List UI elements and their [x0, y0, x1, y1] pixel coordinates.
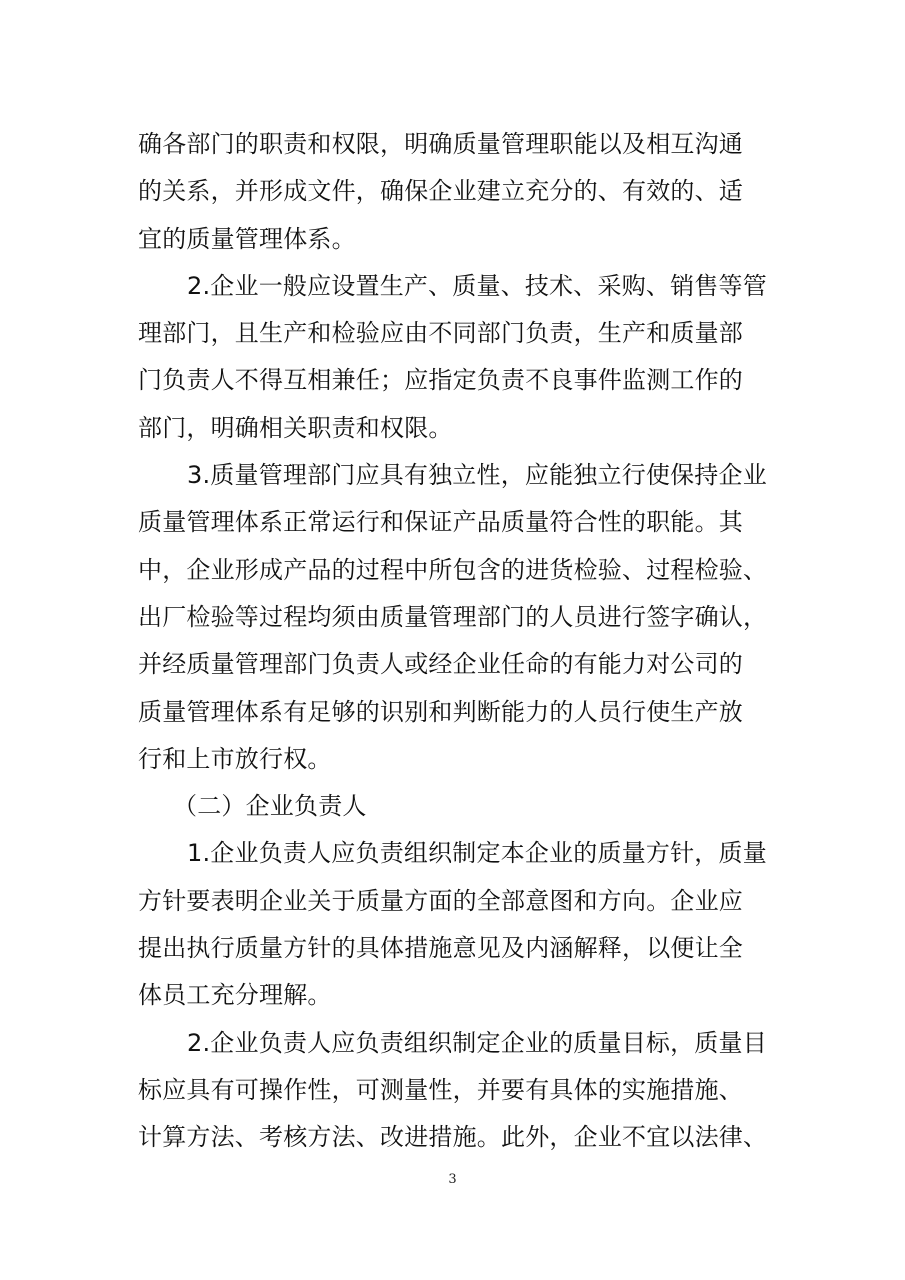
text-line: 宜的质量管理体系。 [138, 224, 356, 253]
text-line: 的关系，并形成文件，确保企业建立充分的、有效的、适 [138, 177, 743, 206]
paragraph-start-line: 3.质量管理部门应具有独立性，应能独立行使保持企业 [187, 461, 767, 490]
paragraph-start-line: 2.企业负责人应负责组织制定企业的质量目标，质量目 [187, 1028, 767, 1057]
paragraph-start-line: 2.企业一般应设置生产、质量、技术、采购、销售等管 [187, 271, 767, 300]
section-heading: （二）企业负责人 [173, 792, 367, 821]
page-body [138, 121, 778, 1162]
page-number: 3 [448, 1172, 457, 1187]
text-line: 方针要表明企业关于质量方面的全部意图和方向。企业应 [138, 886, 743, 915]
text-line: 行和上市放行权。 [138, 744, 332, 773]
text-line: 门负责人不得互相兼任；应指定负责不良事件监测工作的 [138, 366, 743, 395]
text-line: 计算方法、考核方法、改进措施。此外，企业不宜以法律、 [138, 1123, 768, 1152]
text-line: 质量管理体系正常运行和保证产品质量符合性的职能。其 [138, 508, 743, 537]
text-line: 部门，明确相关职责和权限。 [138, 413, 453, 442]
text-line: 提出执行质量方针的具体措施意见及内涵解释，以便让全 [138, 934, 743, 963]
text-line: 质量管理体系有足够的识别和判断能力的人员行使生产放 [138, 697, 743, 726]
text-line: 中，企业形成产品的过程中所包含的进货检验、过程检验、 [138, 555, 768, 584]
paragraph-start-line: 1.企业负责人应负责组织制定本企业的质量方针，质量 [187, 839, 767, 868]
text-line: 出厂检验等过程均须由质量管理部门的人员进行签字确认， [138, 602, 768, 631]
text-line: 确各部门的职责和权限，明确质量管理职能以及相互沟通 [138, 130, 743, 158]
text-line: 理部门，且生产和检验应由不同部门负责，生产和质量部 [138, 319, 743, 348]
text-line: 并经质量管理部门负责人或经企业任命的有能力对公司的 [138, 650, 743, 679]
text-line: 标应具有可操作性，可测量性，并要有具体的实施措施、 [138, 1075, 743, 1104]
text-line: 体员工充分理解。 [138, 981, 332, 1010]
